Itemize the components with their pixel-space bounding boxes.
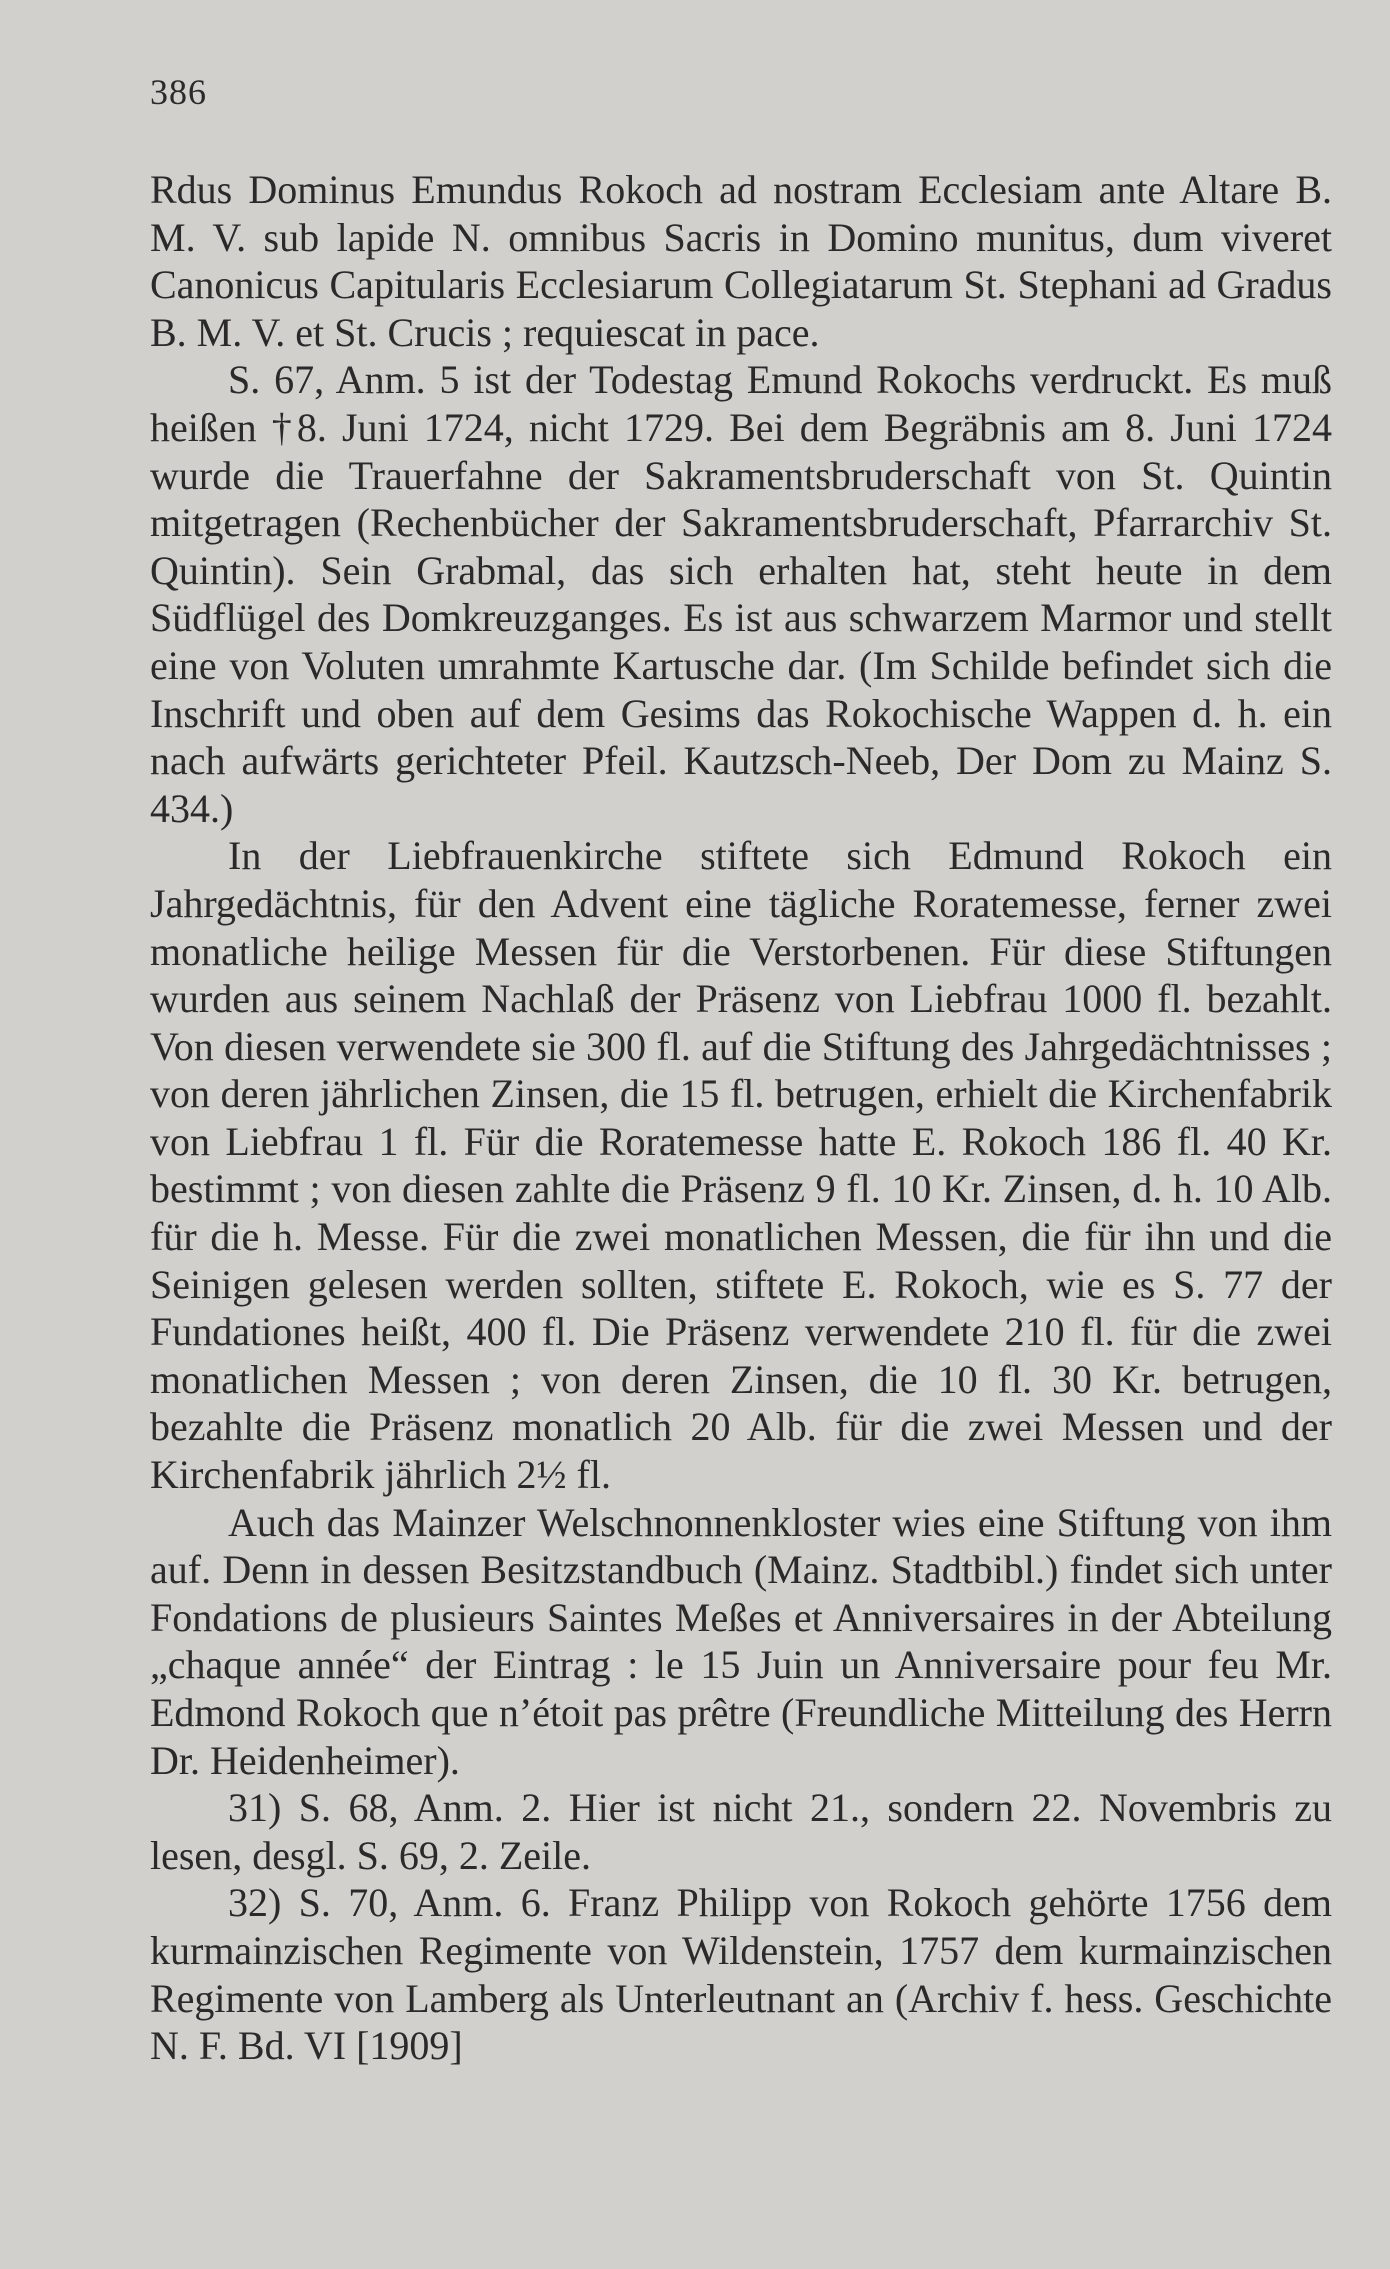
- paragraph-todestag: S. 67, Anm. 5 ist der Todestag Emund Rokochs verdruckt. Es muß heißen †8. Juni 1724, nicht 1729. Bei dem Begräbnis am 8. Juni 1724 wurde die Trauerfahne der Sakramentsbruderschaft von St. Quintin mitgetragen (Rechenbücher der Sakramentsbruderschaft, Pfarrarchiv St. Quintin). Sein Grabmal, das sich erhalten hat, steht heute in dem Südflügel des Domkreuzganges. Es ist aus schwarzem Marmor und stellt eine von Voluten umrahmte Kartusche dar. (Im Schilde befindet sich die Inschrift und oben auf dem Gesims das Rokochische Wappen d. h. ein nach aufwärts gerichteter Pfeil. Kautzsch-Neeb, Der Dom zu Mainz S. 434.): [150, 357, 1332, 831]
- paragraph-welschnonnenkloster: Auch das Mainzer Welschnonnenkloster wies eine Stiftung von ihm auf. Denn in dessen Besitzstandbuch (Mainz. Stadtbibl.) findet sich unter Fondations de plusieurs Saintes Meßes et Anniversaires in der Abteilung „chaque année“ der Eintrag : le 15 Juin un Anniversaire pour feu Mr. Edmond Rokoch que n’étoit pas prêtre (Freundliche Mitteilung des Herrn Dr. Heidenheimer).: [150, 1499, 1332, 1783]
- paragraph-liebfrauenkirche: In der Liebfrauenkirche stiftete sich Edmund Rokoch ein Jahrgedächtnis, für den Advent eine tägliche Roratemesse, ferner zwei monatliche heilige Messen für die Verstorbenen. Für diese Stiftungen wurden aus seinem Nachlaß der Präsenz von Liebfrau 1000 fl. bezahlt. Von diesen verwendete sie 300 fl. auf die Stiftung des Jahrgedächtnisses ; von deren jährlichen Zinsen, die 15 fl. betrugen, erhielt die Kirchenfabrik von Liebfrau 1 fl. Für die Roratemesse hatte E. Rokoch 186 fl. 40 Kr. bestimmt ; von diesen zahlte die Präsenz 9 fl. 10 Kr. Zinsen, d. h. 10 Alb. für die h. Messe. Für die zwei monatlichen Messen, die für ihn und die Seinigen gelesen werden sollten, stiftete E. Rokoch, wie es S. 77 der Fundationes heißt, 400 fl. Die Präsenz verwendete 210 fl. für die zwei monatlichen Messen ; von deren Zinsen, die 10 fl. 30 Kr. betrugen, bezahlte die Präsenz monatlich 20 Alb. für die zwei Messen und der Kirchenfabrik jährlich 2½ fl.: [150, 833, 1332, 1498]
- page-number: 386: [150, 72, 207, 112]
- paragraph-epitaph: Rdus Dominus Emundus Rokoch ad nostram Ecclesiam ante Altare B. M. V. sub lapide N. omnibus Sacris in Domino munitus, dum viveret Canonicus Capitularis Ecclesiarum Collegiatarum St. Stephani ad Gradus B. M. V. et St. Crucis ; requiescat in pace.: [150, 167, 1332, 355]
- paragraph-note-31: 31) S. 68, Anm. 2. Hier ist nicht 21., sondern 22. Novembris zu lesen, desgl. S. 69, 2. Zeile.: [150, 1785, 1332, 1878]
- paragraph-note-32: 32) S. 70, Anm. 6. Franz Philipp von Rokoch gehörte 1756 dem kurmainzischen Regimente von Wildenstein, 1757 dem kurmainzischen Regimente von Lamberg als Unterleutnant an (Archiv f. hess. Geschichte N. F. Bd. VI [1909]: [150, 1880, 1332, 2069]
- body-text: [150, 166, 1332, 2070]
